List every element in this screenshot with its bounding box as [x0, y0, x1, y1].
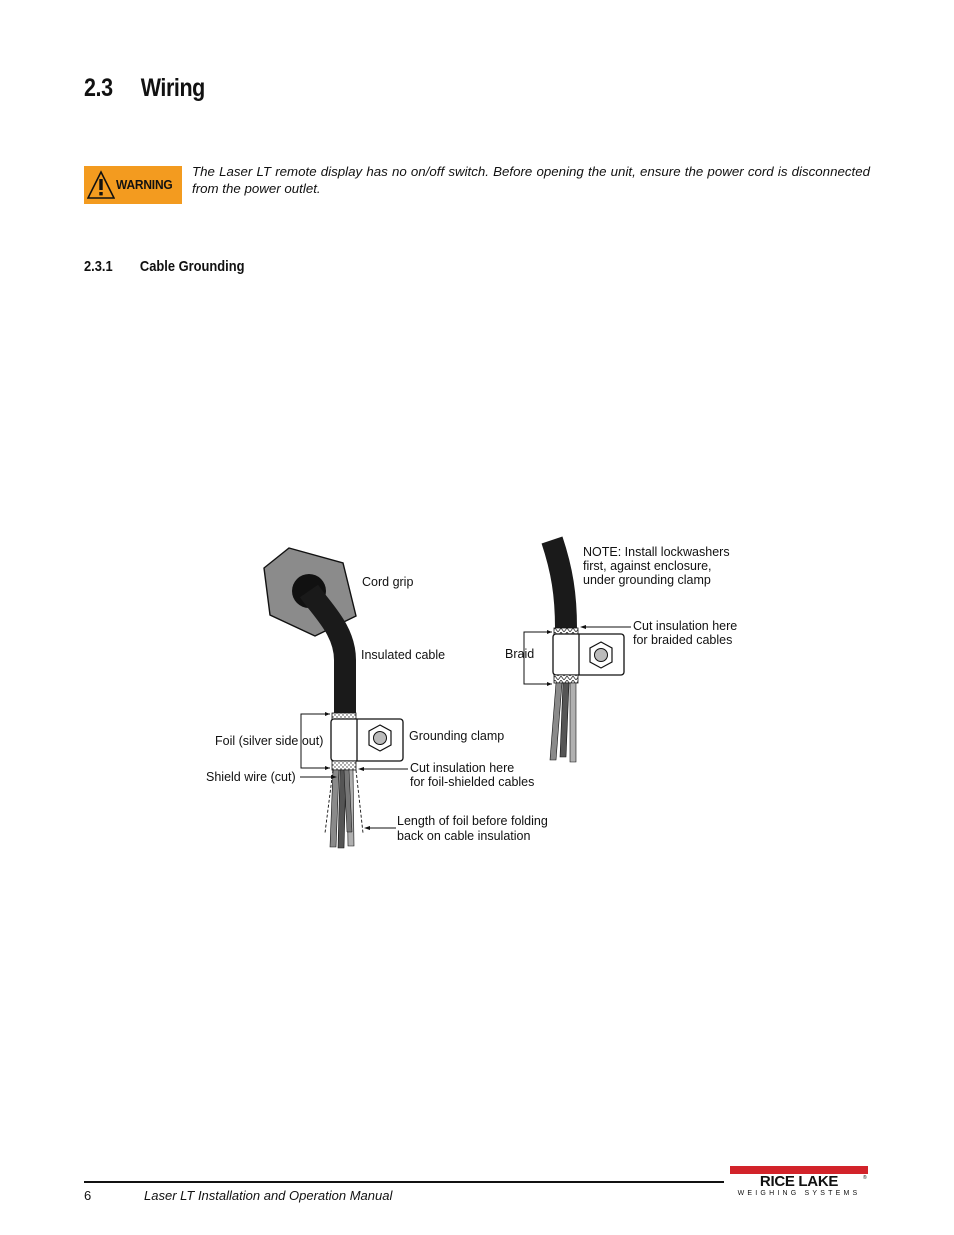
section-title: Wiring: [140, 74, 205, 102]
label-length-foil-2: back on cable insulation: [397, 829, 531, 843]
label-grounding-clamp: Grounding clamp: [409, 729, 505, 743]
subsection-title: Cable Grounding: [139, 258, 245, 275]
label-cut-braid-1: Cut insulation here: [633, 619, 738, 633]
logo-name: RICE LAKE: [759, 1173, 839, 1190]
label-note-1: NOTE: Install lockwashers: [583, 545, 730, 559]
braided-insulated-cable: [552, 540, 566, 628]
grounding-clamp: [331, 719, 403, 761]
logo-registered-mark: ®: [863, 1175, 867, 1181]
manual-title: Laser LT Installation and Operation Manual: [144, 1188, 393, 1203]
label-note-2: first, against enclosure,: [583, 559, 712, 573]
foil-bottom: [332, 761, 356, 770]
label-shield-wire: Shield wire (cut): [206, 770, 296, 784]
subsection-number: 2.3.1: [84, 258, 113, 275]
label-cut-foil-1: Cut insulation here: [410, 761, 515, 775]
warning-label: WARNING: [116, 177, 173, 192]
page-number: 6: [84, 1188, 92, 1203]
footer-divider: [84, 1181, 724, 1183]
label-insulated-cable: Insulated cable: [361, 648, 446, 662]
label-cut-braid-2: for braided cables: [633, 633, 733, 647]
foil-shielded-assembly: [264, 548, 408, 848]
label-braid: Braid: [505, 647, 535, 661]
label-cord-grip: Cord grip: [362, 575, 414, 589]
section-number: 2.3: [84, 74, 113, 102]
warning-text: The Laser LT remote display has no on/off switch. Before opening the unit, ensure the power cord is disconnected from the power outlet.: [192, 164, 870, 196]
label-note-3: under grounding clamp: [583, 573, 711, 587]
braided-wire-conductors: [550, 683, 576, 762]
braid-bottom: [554, 675, 578, 683]
braided-grounding-clamp: [553, 634, 624, 675]
label-length-foil-1: Length of foil before folding: [397, 814, 548, 828]
label-cut-foil-2: for foil-shielded cables: [410, 775, 535, 789]
label-foil: Foil (silver side out): [215, 734, 324, 748]
logo-subtitle: WEIGHING SYSTEMS: [737, 1190, 861, 1197]
wire-conductors: [330, 770, 354, 848]
rice-lake-logo: [730, 1166, 868, 1200]
